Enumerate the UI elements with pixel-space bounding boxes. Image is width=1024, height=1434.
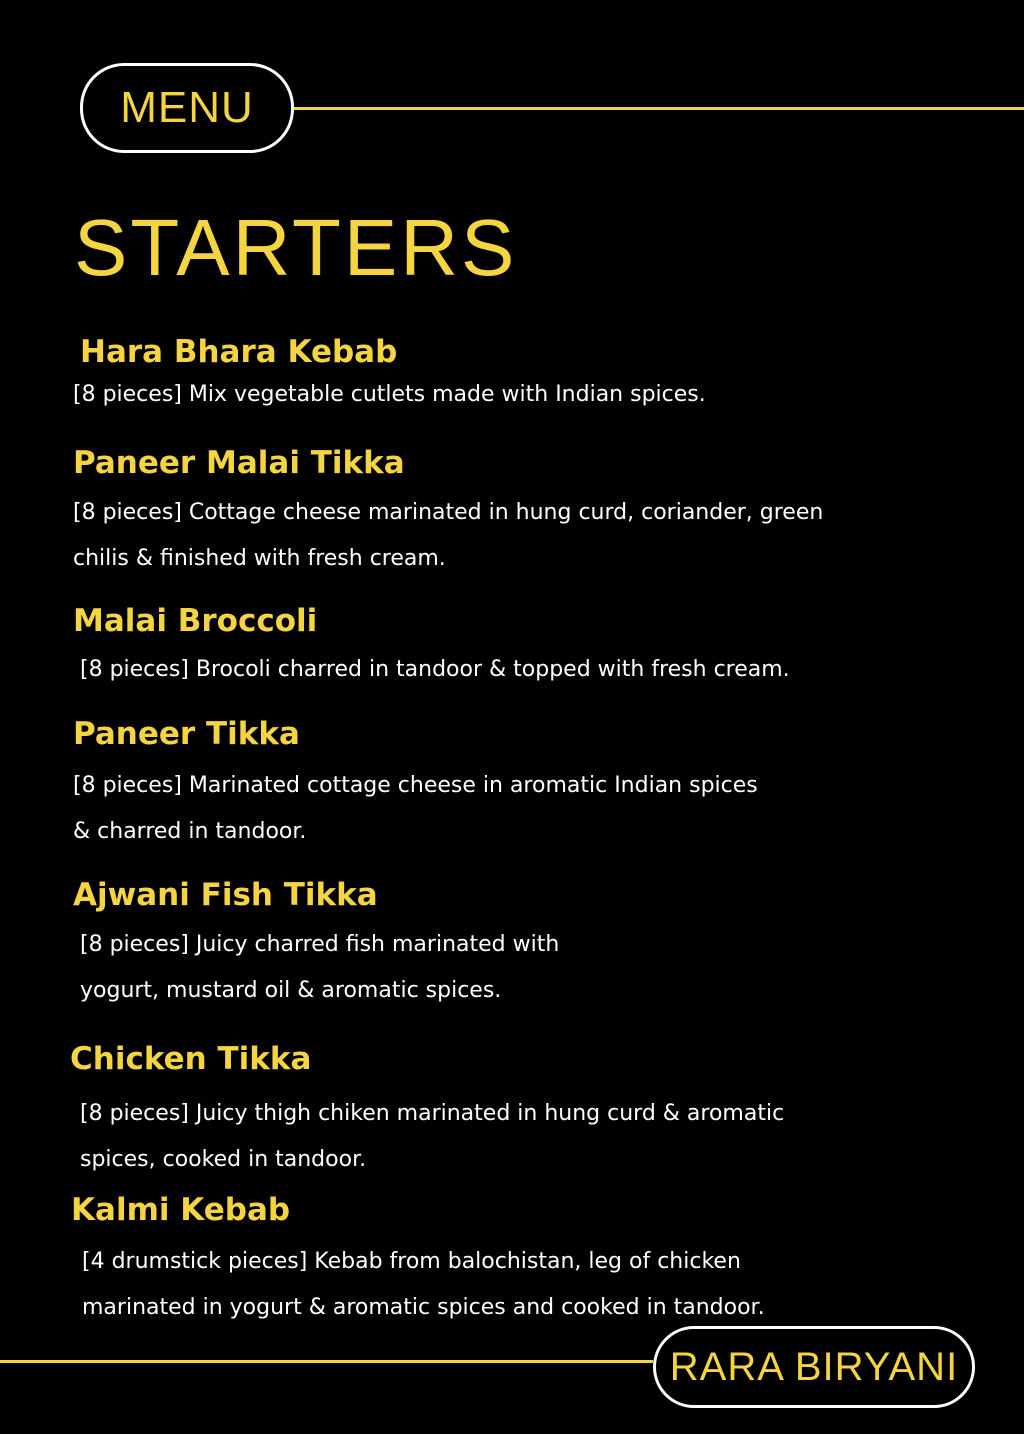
item-desc-paneer-tikka <box>73 763 758 855</box>
bottom-divider-line <box>0 1360 653 1363</box>
item-desc-line: [8 pieces] Mix vegetable cutlets made with Indian spices. <box>73 382 706 407</box>
menu-label: MENU <box>120 83 254 132</box>
item-desc-line: [8 pieces] Cottage cheese marinated in hung curd, coriander, green <box>73 500 824 525</box>
item-desc-ajwani-fish-tikka <box>80 922 559 1014</box>
top-divider-line <box>294 107 1024 110</box>
item-name-ajwani-fish-tikka: Ajwani Fish Tikka <box>73 877 378 913</box>
item-desc-chicken-tikka <box>80 1091 784 1183</box>
item-name-paneer-malai-tikka: Paneer Malai Tikka <box>73 445 405 481</box>
item-desc-line: [8 pieces] Juicy thigh chiken marinated in hung curd & aromatic <box>80 1101 785 1126</box>
item-desc-line: yogurt, mustard oil & aromatic spices. <box>80 978 502 1003</box>
item-desc-line: chilis & finished with fresh cream. <box>73 546 446 571</box>
item-name-hara-bhara-kebab: Hara Bhara Kebab <box>80 334 398 370</box>
item-desc-kalmi-kebab <box>82 1239 765 1331</box>
brand-pill <box>653 1326 975 1408</box>
item-name-chicken-tikka: Chicken Tikka <box>70 1041 312 1077</box>
item-desc-line: marinated in yogurt & aromatic spices and cooked in tandoor. <box>82 1295 765 1320</box>
section-title: STARTERS <box>74 203 518 292</box>
brand-name: RARA BIRYANI <box>669 1344 959 1389</box>
item-desc-malai-broccoli <box>80 647 790 693</box>
item-desc-line: [8 pieces] Brocoli charred in tandoor & topped with fresh cream. <box>80 657 790 682</box>
item-desc-hara-bhara-kebab <box>73 372 706 418</box>
item-name-kalmi-kebab: Kalmi Kebab <box>71 1192 291 1228</box>
item-desc-line: & charred in tandoor. <box>73 819 307 844</box>
item-desc-line: [4 drumstick pieces] Kebab from balochistan, leg of chicken <box>82 1249 741 1274</box>
item-desc-line: [8 pieces] Marinated cottage cheese in aromatic Indian spices <box>73 773 758 798</box>
item-desc-line: [8 pieces] Juicy charred fish marinated with <box>80 932 560 957</box>
item-name-paneer-tikka: Paneer Tikka <box>73 716 300 752</box>
item-desc-paneer-malai-tikka <box>73 490 823 582</box>
menu-label-pill <box>80 63 294 153</box>
item-name-malai-broccoli: Malai Broccoli <box>73 603 318 639</box>
item-desc-line: spices, cooked in tandoor. <box>80 1147 367 1172</box>
